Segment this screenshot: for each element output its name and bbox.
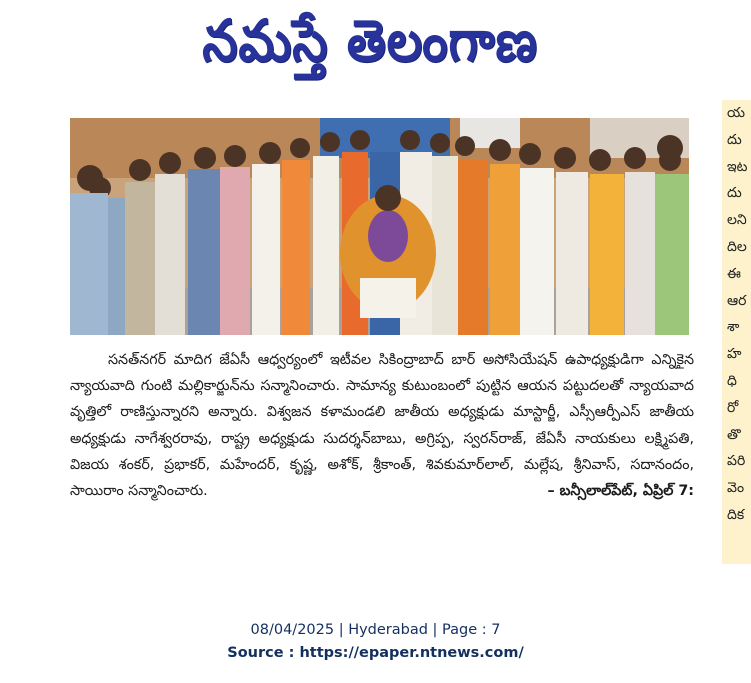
article-text: సనత్‌నగర్ మాదిగ జేఏసీ ఆధ్వర్యంలో ఇటీవల సికింద్రాబాద్ బార్ అసోసియేషన్ ఉపాధ్యక్షుడిగా ఎన్నికైన న్యాయవాది గుంటి మల్లికార్జున్‌ను సన్మానించారు. సామాన్య కుటుంబంలో పుట్టిన ఆయన పట్టుదలతో న్యాయవాద వృత్తిలో రాణిస్తున్నారని అన్నారు. విశ్వజన కళామండలి జాతీయ అధ్యక్షుడు మాస్టార్జీ, ఎస్సీఆర్పీఎస్ జాతీయ అధ్యక్షుడు నాగేశ్వరరావు, రాష్ట్ర అధ్యక్షుడు సుదర్శన్‌బాబు, అగ్రిప్ప, స్వరన్‌రాజ్, జేఏసీ నాయకులు లక్ష్మిపతి, విజయ శంకర్, ప్రభాకర్, మహేందర్, కృష్ణ, అశోక్, శ్రీకాంత్, శివకుమార్‌లాల్, మల్లేష, శ్రీనివాస్, సదానందం, సాయిరాం సన్మానించారు.: [70, 352, 694, 500]
side-fragment: ఇట: [727, 158, 748, 175]
side-fragment: య: [727, 105, 746, 121]
side-fragment: తొ: [727, 426, 741, 443]
article-dateline: – బన్సీలాల్‌పేట్, ఏప్రిల్ 7:: [547, 483, 694, 500]
news-photo: [70, 118, 689, 335]
source-link[interactable]: Source : https://epaper.ntnews.com/: [227, 645, 524, 661]
side-fragment: దు: [727, 131, 742, 148]
side-fragment: రో: [727, 399, 739, 416]
side-fragment: వెం: [727, 480, 745, 497]
side-fragment: ఈ: [727, 265, 741, 282]
side-fragment: దిల: [727, 238, 747, 255]
article-paragraph: [70, 347, 694, 504]
side-fragment: పరి: [727, 453, 746, 470]
side-fragment: లని: [727, 212, 747, 229]
newspaper-masthead: [150, 6, 590, 76]
publication-info: 08/04/2025 | Hyderabad | Page : 7: [250, 622, 501, 638]
side-fragment: ధి: [727, 372, 737, 389]
masthead-title: నమస్తే తెలంగాణ: [202, 7, 538, 75]
side-fragment: దు: [727, 185, 742, 202]
side-fragment: హ: [727, 346, 742, 363]
article-body: [70, 347, 694, 504]
side-fragment: శా: [727, 319, 740, 336]
side-fragment: ఆర: [727, 292, 747, 309]
adjacent-column-strip: [722, 100, 751, 564]
side-fragment: దిక: [727, 506, 745, 523]
